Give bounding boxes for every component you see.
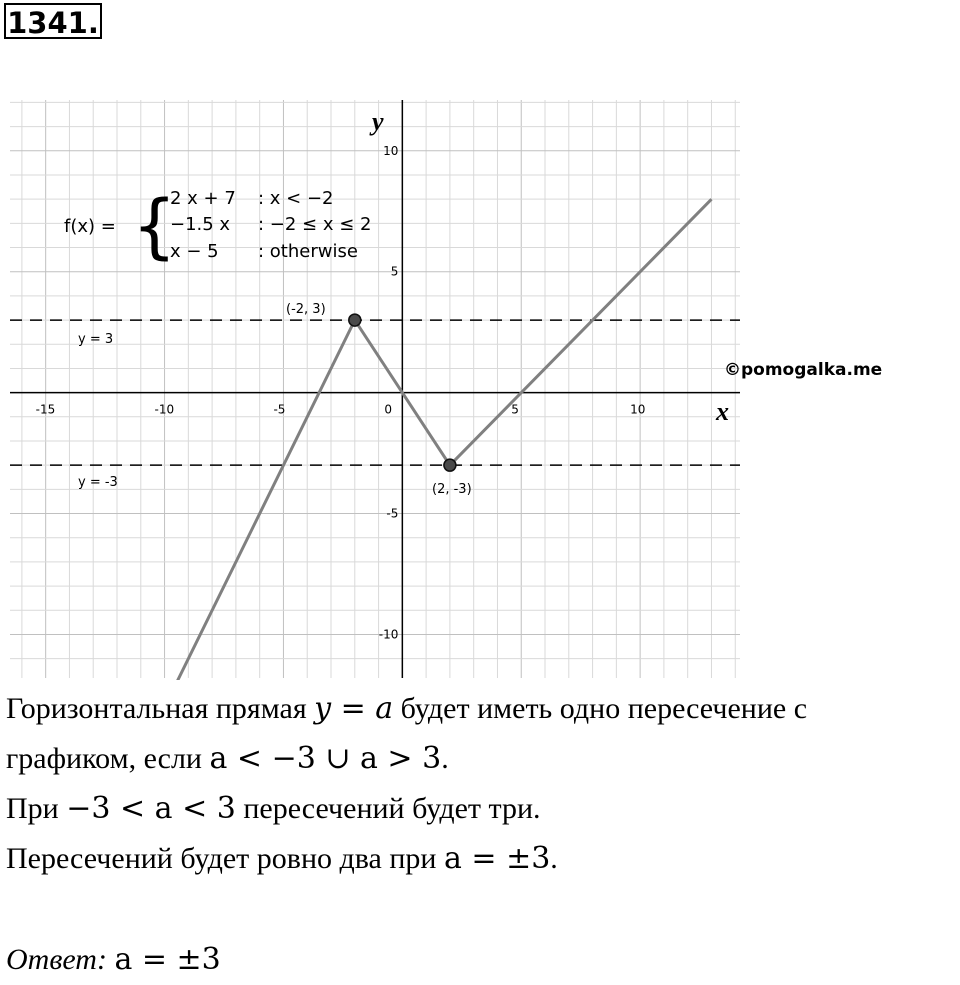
math-expression: −3 < a < 3 <box>66 791 236 826</box>
solution-line-2 <box>6 734 956 784</box>
axes <box>10 100 740 678</box>
text-segment: будет иметь одно пересечение с <box>393 692 808 725</box>
x-tick-label: -15 <box>35 402 56 417</box>
case-expr-2: −1.5 x <box>170 214 231 235</box>
line-label-upper: y = 3 <box>78 332 114 347</box>
answer <box>6 935 221 985</box>
x-tick-label: -10 <box>154 402 175 417</box>
x-tick-label: 0 <box>384 402 392 417</box>
answer-label: Ответ: <box>6 943 107 976</box>
y-tick-label: 10 <box>383 143 399 158</box>
answer-value: a = ±3 <box>114 942 221 977</box>
x-axis-label: x <box>716 397 729 426</box>
problem-number: 1341. <box>4 3 102 39</box>
solution-line-3 <box>6 784 956 834</box>
graph-point <box>444 459 456 471</box>
math-expression: a < −3 ∪ a > 3 <box>209 741 442 776</box>
y-axis-label: y <box>372 107 384 136</box>
text-segment: . <box>550 842 558 875</box>
text-segment: Горизонтальная прямая <box>6 692 315 725</box>
case-cond-2: : −2 ≤ x ≤ 2 <box>258 214 372 235</box>
case-cond-1: : x < −2 <box>258 188 334 209</box>
solution-line-1 <box>6 684 956 734</box>
solution-text <box>6 684 956 884</box>
text-segment: графиком, если <box>6 742 210 775</box>
line-label-lower: y = -3 <box>78 475 118 490</box>
text-segment: пересечений будет три. <box>235 792 541 825</box>
cases-brace: { <box>132 185 177 267</box>
solution-line-4 <box>6 834 956 884</box>
x-tick-label: -5 <box>273 402 286 417</box>
math-expression: a = ±3 <box>443 841 551 876</box>
text-segment: Пересечений будет ровно два при <box>6 842 444 875</box>
text-segment: При <box>6 792 67 825</box>
math-expression: y = a <box>314 691 394 726</box>
case-expr-3: x − 5 <box>170 241 219 262</box>
y-tick-label: 5 <box>390 264 399 279</box>
case-expr-1: 2 x + 7 <box>170 188 236 209</box>
x-tick-label: 10 <box>630 402 646 417</box>
point-label-min: (2, -3) <box>432 482 472 497</box>
point-label-max: (-2, 3) <box>286 302 326 317</box>
graph-point <box>349 314 361 326</box>
watermark: ©pomogalka.me <box>724 360 883 380</box>
case-cond-3: : otherwise <box>258 241 358 262</box>
grid-lines <box>10 100 740 678</box>
function-label: f(x) = <box>64 216 116 237</box>
x-tick-label: 5 <box>511 402 519 417</box>
y-tick-label: -10 <box>378 627 399 642</box>
y-tick-label: -5 <box>386 506 399 521</box>
text-segment: . <box>441 742 449 775</box>
